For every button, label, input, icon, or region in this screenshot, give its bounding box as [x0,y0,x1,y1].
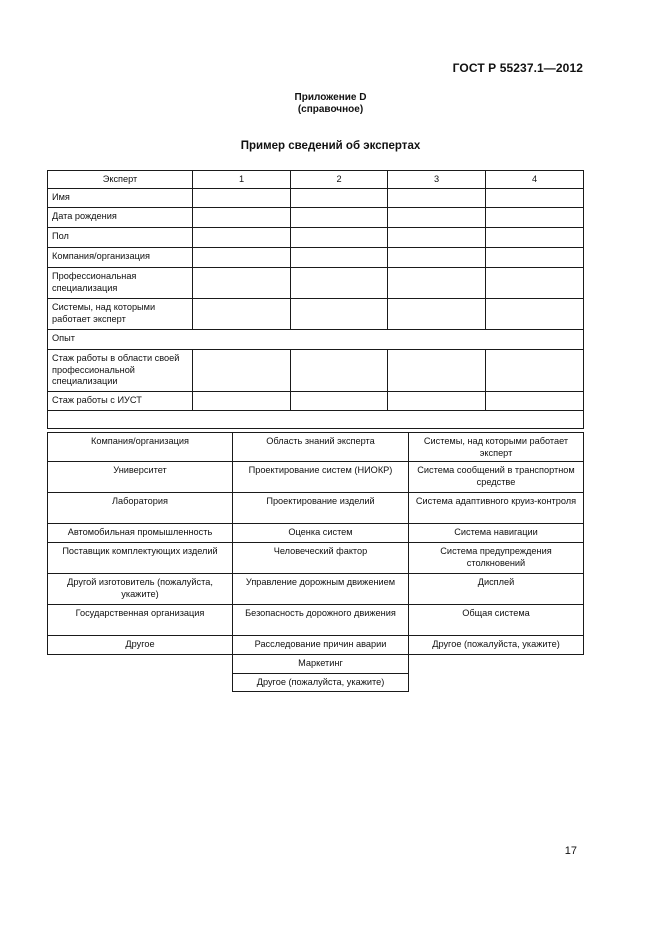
categories-header-row [48,433,584,462]
data-cell[interactable] [486,189,584,208]
expert-column-header: 1 [193,171,291,189]
table-cell: Лаборатория [48,493,233,524]
data-cell[interactable] [486,208,584,228]
data-cell[interactable] [486,228,584,248]
data-cell[interactable] [291,208,388,228]
data-cell[interactable] [193,350,291,392]
empty-cell [48,673,233,691]
table-cell: Проектирование систем (НИОКР) [233,462,409,493]
section-title: Пример сведений об экспертах [240,140,421,152]
column-header: Область знаний эксперта [233,433,409,462]
table-row [48,524,584,543]
table-cell: Поставщик комплектующих изделий [48,543,233,574]
table-row [48,673,584,691]
empty-cell [48,655,233,674]
expert-header-label: Эксперт [48,171,193,189]
data-cell[interactable] [388,268,486,299]
data-cell[interactable] [193,299,291,330]
data-cell[interactable] [486,268,584,299]
data-cell[interactable] [388,392,486,411]
table-cell: Система навигации [409,524,584,543]
table-row [48,208,584,228]
data-cell[interactable] [291,228,388,248]
document-code: ГОСТ Р 55237.1—2012 [452,61,583,75]
data-cell[interactable] [193,248,291,268]
table-row [48,655,584,674]
table-cell: Управление дорожным движением [233,574,409,605]
row-label: Стаж работы в области своей профессиональной специализации [48,350,193,392]
table-row [48,493,584,524]
row-label: Компания/организация [48,248,193,268]
table-row [48,268,584,299]
data-cell[interactable] [486,248,584,268]
data-cell[interactable] [486,299,584,330]
table-row [48,248,584,268]
data-cell[interactable] [388,208,486,228]
page-number: 17 [564,845,577,857]
column-header: Компания/организация [48,433,233,462]
table-cell: Государственная организация [48,605,233,636]
data-cell[interactable] [388,350,486,392]
table-cell: Оценка систем [233,524,409,543]
annex-heading [0,92,661,116]
data-cell[interactable] [193,392,291,411]
table-cell: Система сообщений в транспортном средстве [409,462,584,493]
categories-table [47,432,584,692]
data-cell[interactable] [486,350,584,392]
data-cell[interactable] [291,189,388,208]
table-row [48,462,584,493]
expert-column-header: 4 [486,171,584,189]
row-label-full: Опыт [48,330,584,350]
data-cell[interactable] [193,228,291,248]
empty-cell [409,673,584,691]
table-row [48,411,584,429]
expert-column-header: 2 [291,171,388,189]
data-cell[interactable] [388,299,486,330]
table-row [48,228,584,248]
table-cell: Университет [48,462,233,493]
data-cell[interactable] [291,248,388,268]
table-row [48,392,584,411]
expert-table-header-row [48,171,584,189]
empty-cell [409,655,584,674]
expert-info-table [47,170,584,429]
data-cell[interactable] [388,228,486,248]
table-row [48,574,584,605]
table-cell: Система предупреждения столкновений [409,543,584,574]
row-label: Системы, над которыми работает эксперт [48,299,193,330]
annex-title: Приложение D [294,92,367,103]
row-label: Имя [48,189,193,208]
table-cell: Проектирование изделий [233,493,409,524]
table-cell: Система адаптивного круиз-контроля [409,493,584,524]
table-cell: Дисплей [409,574,584,605]
blank-row [48,411,584,429]
table-cell: Расследование причин аварии [233,636,409,655]
data-cell[interactable] [193,208,291,228]
data-cell[interactable] [291,299,388,330]
table-cell: Автомобильная промышленность [48,524,233,543]
data-cell[interactable] [193,189,291,208]
data-cell[interactable] [486,392,584,411]
row-label: Дата рождения [48,208,193,228]
data-cell[interactable] [291,392,388,411]
data-cell[interactable] [388,189,486,208]
table-cell: Другое (пожалуйста, укажите) [409,636,584,655]
table-row [48,330,584,350]
table-cell: Другое (пожалуйста, укажите) [233,673,409,691]
table-row [48,299,584,330]
row-label: Профессиональная специализация [48,268,193,299]
data-cell[interactable] [291,350,388,392]
column-header: Системы, над которыми работает эксперт [409,433,584,462]
table-cell: Человеческий фактор [233,543,409,574]
table-row [48,543,584,574]
table-cell: Маркетинг [233,655,409,674]
table-cell: Другой изготовитель (пожалуйста, укажите) [48,574,233,605]
table-row [48,605,584,636]
table-row [48,189,584,208]
table-cell: Другое [48,636,233,655]
row-label: Стаж работы с ИУСТ [48,392,193,411]
table-row [48,636,584,655]
row-label: Пол [48,228,193,248]
table-cell: Безопасность дорожного движения [233,605,409,636]
annex-subtitle: (справочное) [297,104,364,115]
data-cell[interactable] [291,268,388,299]
table-row [48,350,584,392]
expert-column-header: 3 [388,171,486,189]
table-cell: Общая система [409,605,584,636]
data-cell[interactable] [193,268,291,299]
data-cell[interactable] [388,248,486,268]
